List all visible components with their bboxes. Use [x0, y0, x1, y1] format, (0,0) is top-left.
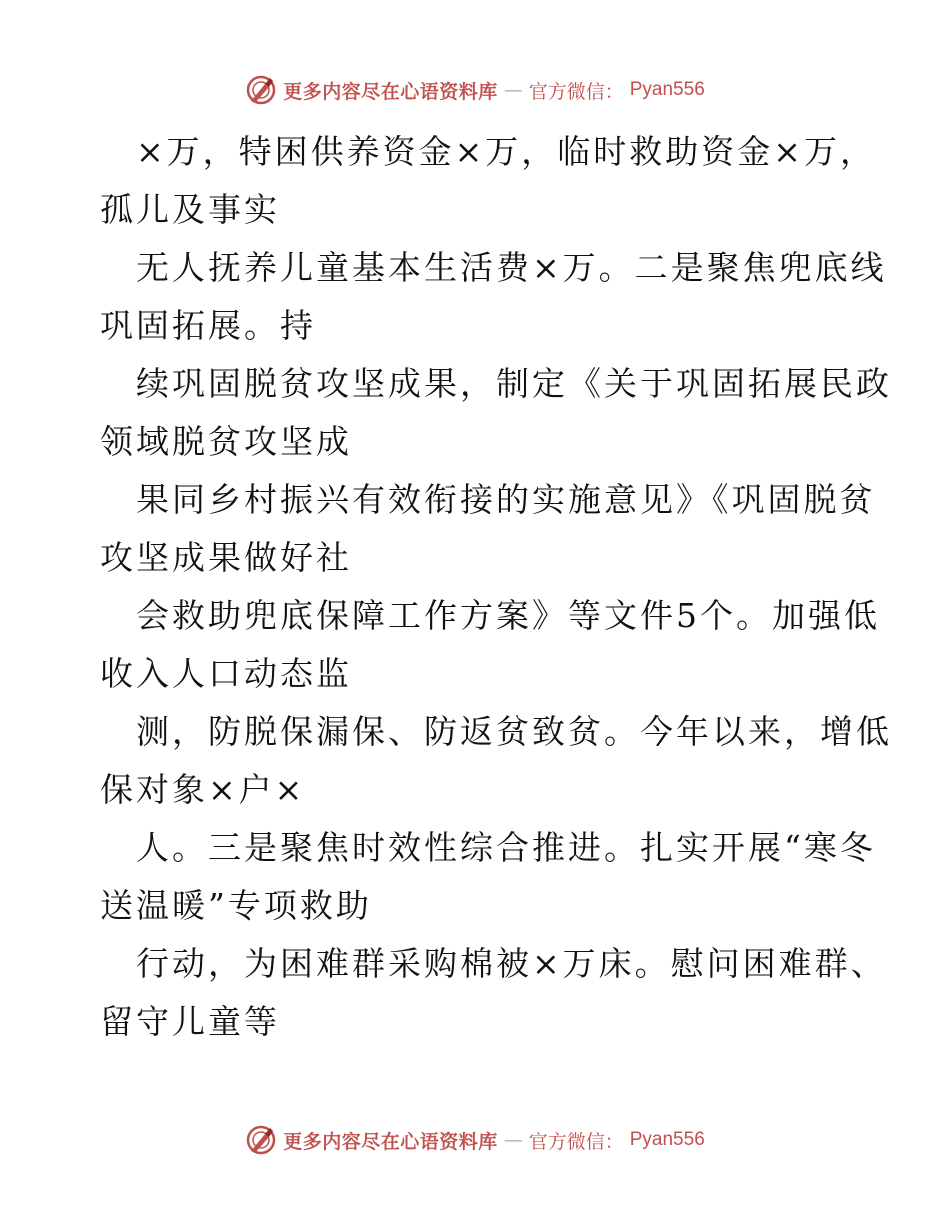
header-site-text: 更多内容尽在心语资料库: [283, 80, 498, 103]
body-line-11: 测，防脱保漏保、防返贫致贫。今年以来，增低: [136, 712, 892, 751]
body-line-7: 果同乡村振兴有效衔接的实施意见》《巩固脱贫: [136, 480, 876, 519]
footer-separator: —: [503, 1129, 523, 1151]
header-banner: [0, 70, 950, 110]
body-line-14: 送温暖”专项救助: [100, 886, 372, 925]
footer-wechat-id: Pyan556: [629, 1129, 705, 1150]
header-wechat-id: Pyan556: [629, 79, 705, 100]
footer-banner: [0, 1120, 950, 1160]
body-line-9: 会救助兜底保障工作方案》等文件5个。加强低: [136, 596, 880, 635]
body-line-3: 无人抚养儿童基本生活费×万。二是聚焦兜底线: [136, 248, 887, 287]
body-line-13: 人。三是聚焦时效性综合推进。扎实开展“寒冬: [136, 828, 876, 867]
body-line-6: 领域脱贫攻坚成: [100, 422, 352, 461]
body-line-12: 保对象×户×: [100, 770, 306, 809]
body-line-1: ×万，特困供养资金×万，临时救助资金×万，: [136, 132, 876, 171]
header-wechat-label: 官方微信：: [528, 80, 624, 103]
pen-logo-icon: [245, 1124, 277, 1156]
body-line-2: 孤儿及事实: [100, 190, 280, 229]
header-banner-inner: [245, 74, 705, 106]
body-line-15: 行动，为困难群采购棉被×万床。慰问困难群、: [136, 944, 887, 983]
body-line-4: 巩固拓展。持: [100, 306, 316, 345]
footer-site-text: 更多内容尽在心语资料库: [283, 1130, 498, 1153]
document-body: [100, 123, 892, 1051]
footer-wechat-label: 官方微信：: [528, 1130, 624, 1153]
body-line-8: 攻坚成果做好社: [100, 538, 352, 577]
body-line-5: 续巩固脱贫攻坚成果，制定《关于巩固拓展民政: [136, 364, 892, 403]
body-line-16: 留守儿童等: [100, 1002, 280, 1041]
pen-logo-icon: [245, 74, 277, 106]
header-separator: —: [503, 79, 523, 101]
footer-banner-inner: [245, 1124, 705, 1156]
body-line-10: 收入人口动态监: [100, 654, 352, 693]
